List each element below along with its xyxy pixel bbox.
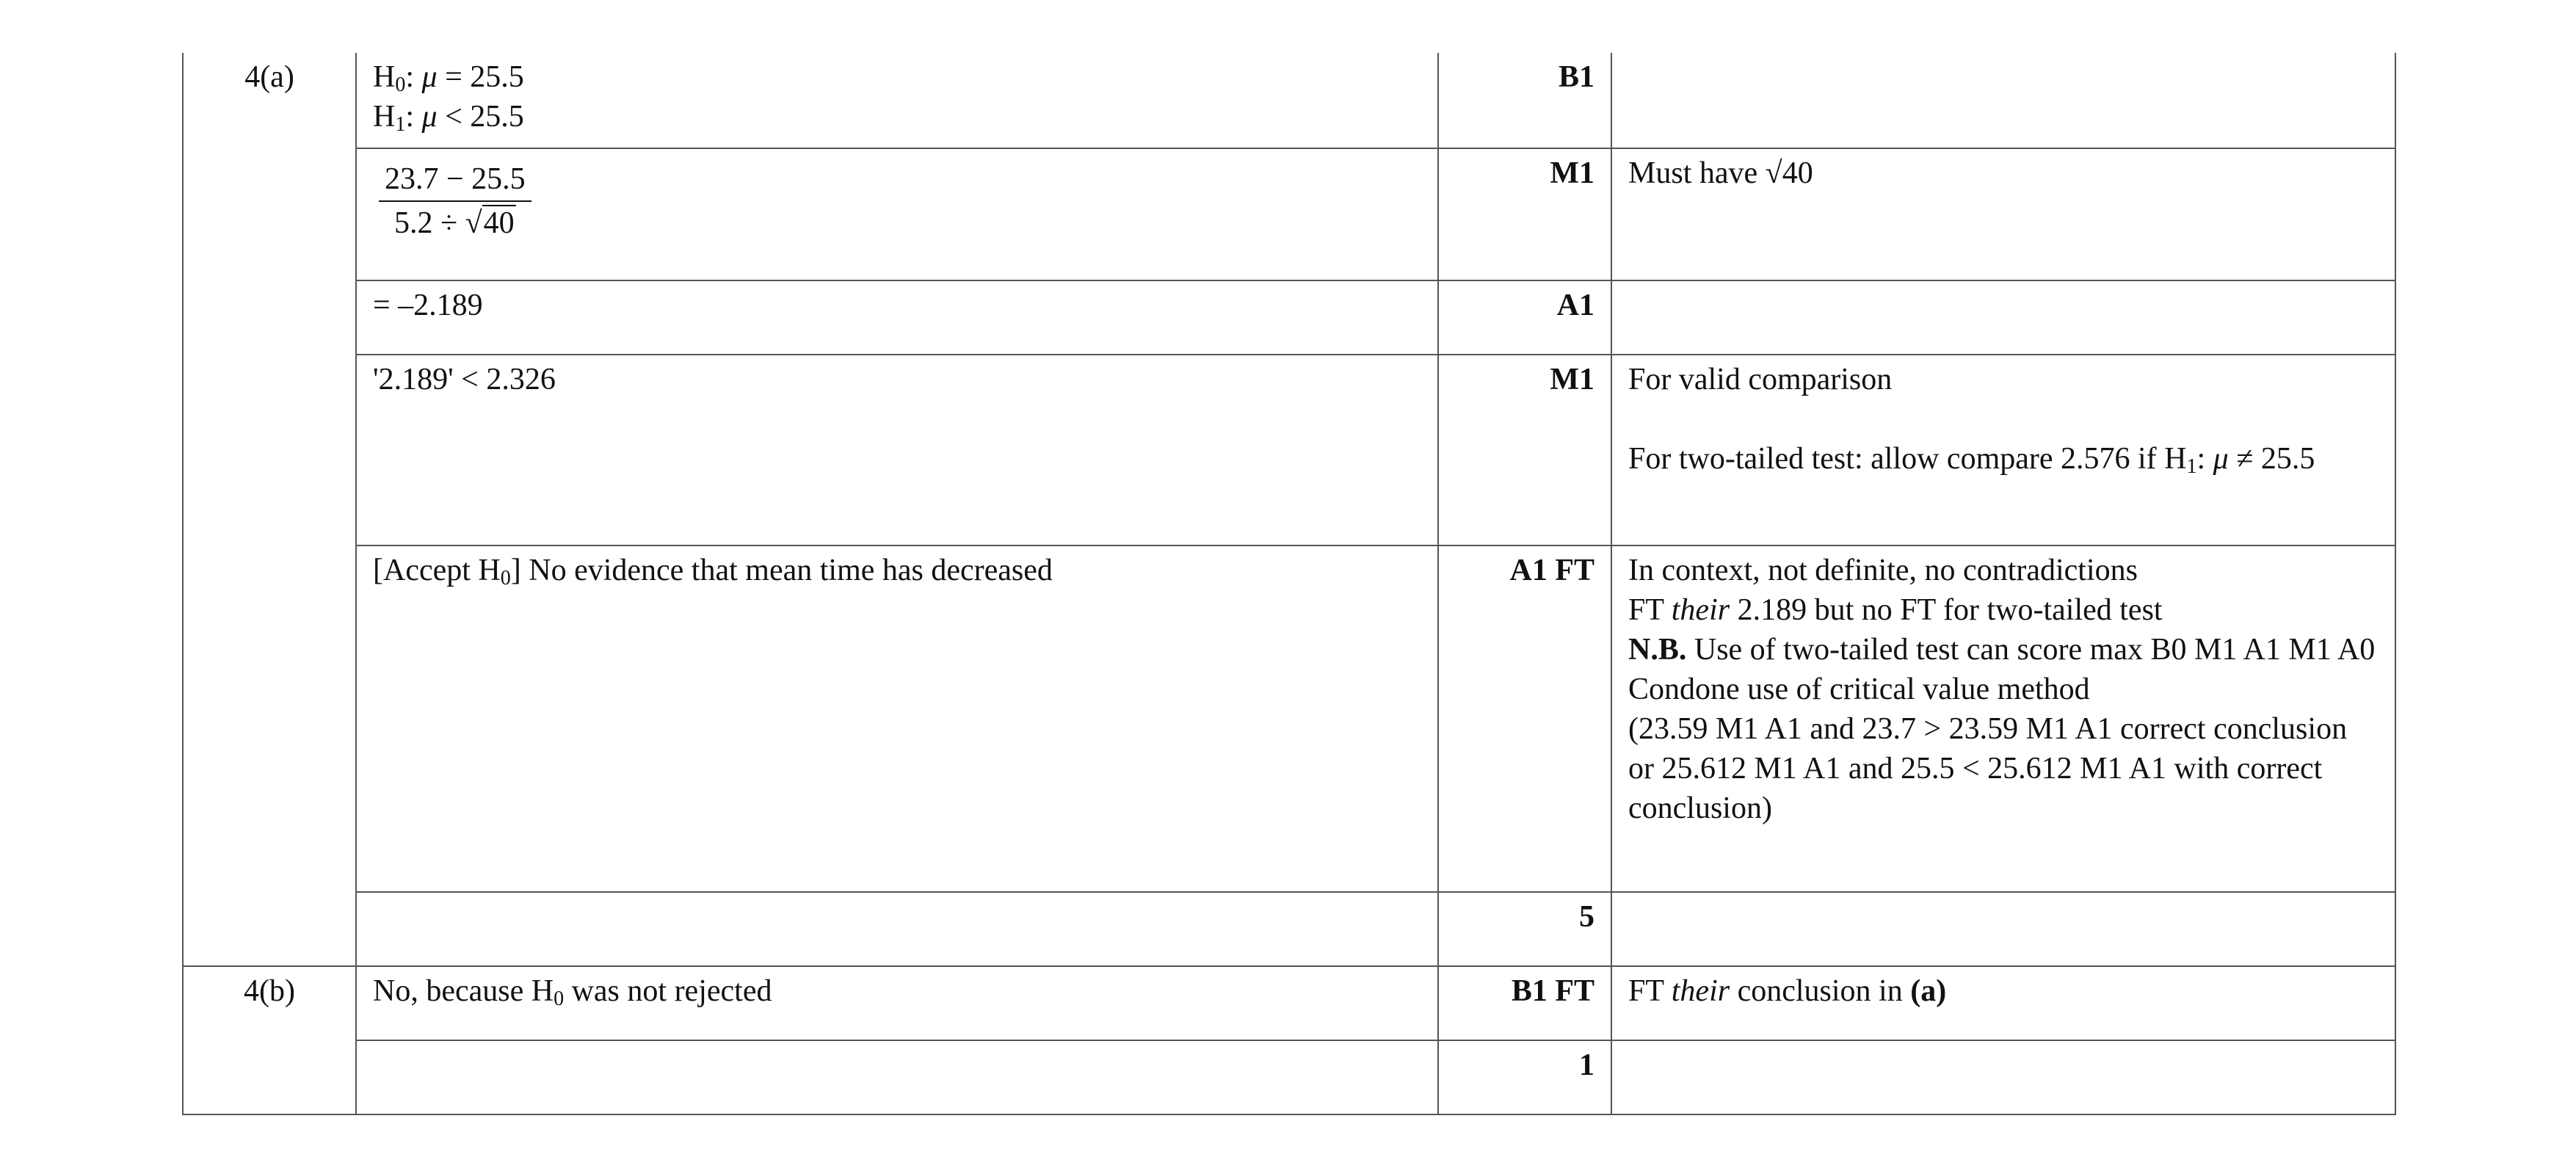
- alternative-hypothesis: $H_1$: μ < 25.5: [373, 100, 524, 136]
- mark-cell: A1 FT: [1438, 545, 1611, 892]
- total-mark: 1: [1438, 1040, 1611, 1114]
- table-row: [183, 545, 2395, 892]
- table-row: [183, 966, 2395, 1040]
- table-row: [183, 53, 2395, 148]
- answer-cell: = –2.189: [356, 280, 1438, 355]
- answer-cell: [Accept $H_0$] No evidence that mean time has decreased: [356, 545, 1438, 892]
- guidance-cell: Must have √40: [1611, 148, 2395, 280]
- total-mark: 5: [1438, 892, 1611, 966]
- table-row: [183, 1040, 2395, 1114]
- table-row: [183, 280, 2395, 355]
- mark-cell: A1: [1438, 280, 1611, 355]
- mark-cell: M1: [1438, 355, 1611, 545]
- mark-cell: B1: [1438, 53, 1611, 148]
- mark-scheme-table: [182, 53, 2396, 1115]
- answer-cell: [356, 892, 1438, 966]
- answer-cell: '2.189' < 2.326: [356, 355, 1438, 545]
- null-hypothesis: $H_0$: μ = 25.5: [373, 60, 524, 96]
- table-row: [183, 148, 2395, 280]
- guidance-cell: [1611, 280, 2395, 355]
- guidance-cell: In context, not definite, no contradictions FT their 2.189 but no FT for two-tailed test N.B. Use of two-tailed test can score max B0 M1 A1 M1 A0 Condone use of critical value method (23.59 M1 A1 and 23.7 > 23.59 M1 A1 correct conclusion or 25.612 M1 A1 and 25.5 < 25.612 M1 A1 with correct conclusion): [1611, 545, 2395, 892]
- test-statistic-fraction: $\frac{23.7 - 25.5}{5.2 \div √40}$: [379, 161, 531, 243]
- guidance-cell: FT their conclusion in (a): [1611, 966, 2395, 1040]
- answer-cell: [356, 1040, 1438, 1114]
- guidance-cell: [1611, 1040, 2395, 1114]
- guidance-cell: For valid comparison For two-tailed test: allow compare 2.576 if $H_1$: μ ≠ 25.5: [1611, 355, 2395, 545]
- answer-cell: [356, 53, 1438, 148]
- mark-cell: M1: [1438, 148, 1611, 280]
- table-row: [183, 355, 2395, 545]
- mark-cell: B1 FT: [1438, 966, 1611, 1040]
- guidance-cell: [1611, 892, 2395, 966]
- table-row: [183, 892, 2395, 966]
- question-number: 4(a): [183, 53, 356, 966]
- question-number: 4(b): [183, 966, 356, 1114]
- answer-cell: [356, 148, 1438, 280]
- guidance-cell: [1611, 53, 2395, 148]
- answer-cell: No, because $H_0$ was not rejected: [356, 966, 1438, 1040]
